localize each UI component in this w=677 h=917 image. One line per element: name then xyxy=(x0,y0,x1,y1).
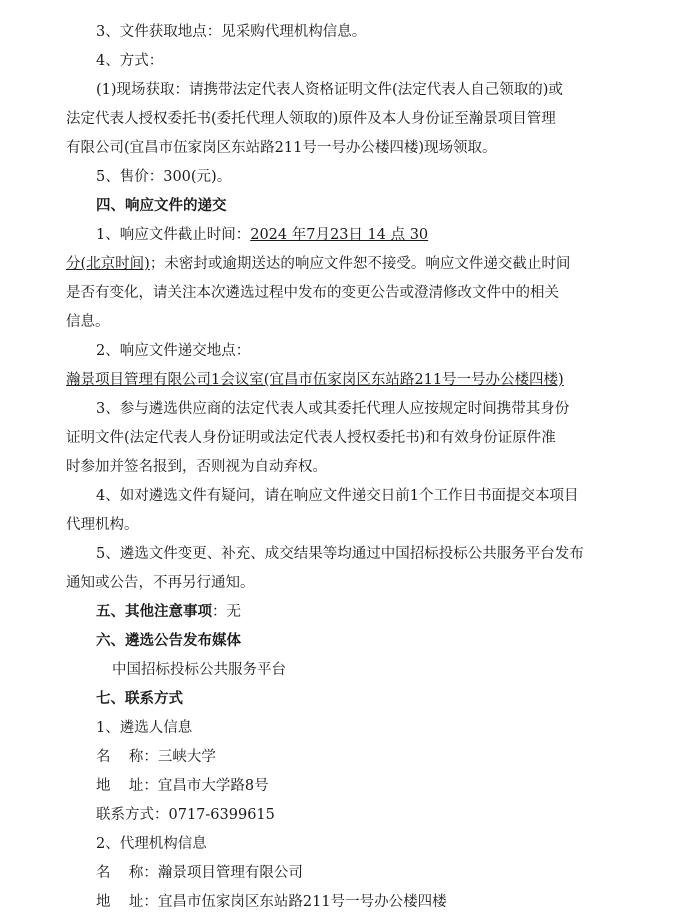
heading-text: 五、其他注意事项 xyxy=(96,603,212,620)
text-line: 中国招标投标公共服务平台 xyxy=(112,662,286,678)
text-line: 联系方式：0717-6399615 xyxy=(96,807,275,823)
text-line: 5、售价：300(元)。 xyxy=(96,169,232,185)
text-line: 地 址：宜昌市伍家岗区东站路211号一号办公楼四楼 xyxy=(96,894,447,910)
text-line: 是否有变化，请关注本次遴选过程中发布的变更公告或澄清修改文件中的相关 xyxy=(66,285,559,301)
text-line: 名 称：三峡大学 xyxy=(96,749,216,765)
text-line: 法定代表人授权委托书(委托代理人领取的)原件及本人身份证至瀚景项目管理 xyxy=(66,111,556,127)
text-line: 通知或公告，不再另行通知。 xyxy=(66,575,255,591)
text-line: 4、如对遴选文件有疑问，请在响应文件递交日前1个工作日书面提交本项目 xyxy=(96,488,579,504)
section-heading xyxy=(96,602,610,622)
text-line: 3、参与遴选供应商的法定代表人或其委托代理人应按规定时间携带其身份 xyxy=(96,401,570,417)
text-line: 代理机构。 xyxy=(66,517,139,533)
text-line: 1、遴选人信息 xyxy=(96,720,193,736)
text-line: 证明文件(法定代表人身份证明或法定代表人授权委托书)和有效身份证原件准 xyxy=(66,430,556,446)
text-line: 地 址：宜昌市大学路8号 xyxy=(96,778,269,794)
text-line: 5、遴选文件变更、补充、成交结果等均通过中国招标投标公共服务平台发布 xyxy=(96,546,584,562)
section-heading: 七、联系方式 xyxy=(96,690,183,707)
text-line: 3、文件获取地点：见采购代理机构信息。 xyxy=(96,24,367,40)
text-line: 有限公司(宜昌市伍家岗区东站路211号一号办公楼四楼)现场领取。 xyxy=(66,140,497,156)
text-line: 2、响应文件递交地点： xyxy=(96,343,251,359)
text-span: 1、响应文件截止时间： xyxy=(96,227,251,243)
text-line: 4、方式： xyxy=(96,53,164,69)
text-line xyxy=(96,225,610,245)
text-line: 名 称：瀚景项目管理有限公司 xyxy=(96,865,303,881)
text-line: 时参加并签名报到，否则视为自动弃权。 xyxy=(66,459,327,475)
text-line: (1)现场获取：请携带法定代表人资格证明文件(法定代表人自己领取的)或 xyxy=(96,82,563,98)
text-line: 2、代理机构信息 xyxy=(96,836,207,852)
submission-location: 瀚景项目管理有限公司1会议室(宜昌市伍家岗区东站路211号一号办公楼四楼) xyxy=(66,372,564,388)
deadline-text: 分(北京时间) xyxy=(66,256,150,272)
text-line: 信息。 xyxy=(66,314,110,330)
text-span: ：无 xyxy=(212,604,241,620)
section-heading: 六、遴选公告发布媒体 xyxy=(96,632,241,649)
deadline-text: 2024 年7月23日 14 点 30 xyxy=(250,227,429,243)
section-heading: 四、响应文件的递交 xyxy=(96,197,227,214)
text-line xyxy=(66,254,610,274)
text-span: ；未密封或逾期送达的响应文件恕不接受。响应文件递交截止时间 xyxy=(149,256,571,272)
